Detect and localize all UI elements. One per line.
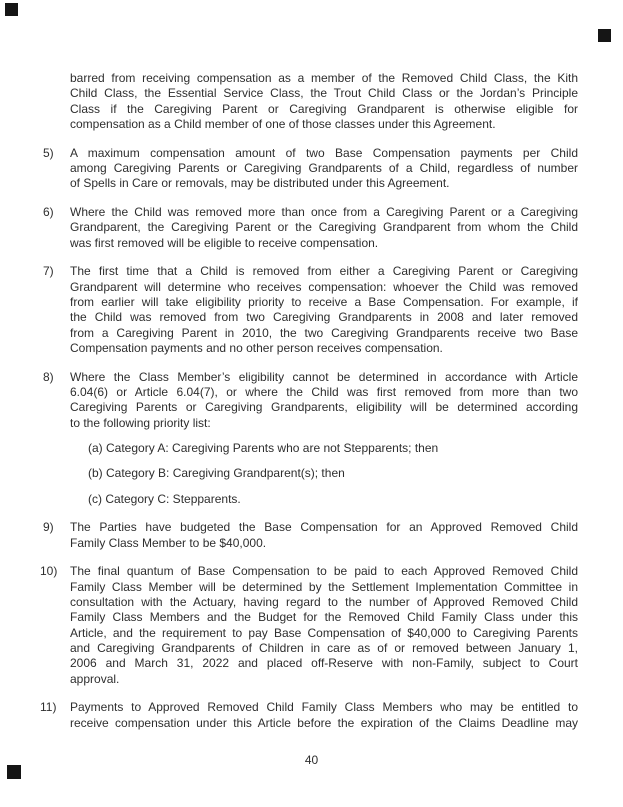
- text-line: the Child was removed from two Caregiving Grandparents in 2008 and later removed: [70, 310, 578, 325]
- paragraph-number: 11): [40, 700, 57, 715]
- paragraph-number: 6): [43, 205, 54, 220]
- text-line: The Parties have budgeted the Base Compensation for an Approved Removed Child: [70, 520, 578, 535]
- numbered-paragraph: [43, 369, 578, 507]
- continuation-paragraph: [70, 71, 578, 132]
- numbered-paragraph: [40, 700, 578, 731]
- text-line: approval.: [70, 671, 120, 686]
- numbered-paragraph: [43, 145, 578, 192]
- text-line: A maximum compensation amount of two Base Compensation payments per Child: [70, 145, 578, 160]
- text-line: from earlier will take eligibility priority to receive a Base Compensation. For example, if: [70, 295, 578, 310]
- text-line: 6.04(6) or Article 6.04(7), or where the Child was first removed from more than two: [70, 385, 578, 400]
- text-line: Grandparent will determine who receives compensation: whoever the Child was removed: [70, 279, 578, 294]
- text-line: and Caregiving Grandparents of Children in care as of or removed between January 1,: [70, 640, 578, 655]
- text-line: was first removed will be eligible to receive compensation.: [70, 235, 379, 250]
- scan-mark-top-right: [598, 29, 611, 42]
- paragraph-number: 7): [43, 264, 54, 279]
- text-line: barred from receiving compensation as a member of the Removed Child Class, the Kith: [70, 71, 578, 85]
- text-line: Caregiving Parents or Caregiving Grandparents, eligibility will be determined according: [70, 400, 578, 415]
- text-line: Article, and the requirement to pay Base Compensation of $40,000 to Caregiving Parents: [70, 625, 578, 640]
- numbered-paragraph: [43, 264, 578, 356]
- text-line: Family Class Member to be $40,000.: [70, 535, 267, 550]
- numbered-paragraph: [40, 564, 578, 686]
- text-line: Class if the Caregiving Parent or Caregiving Grandparent is otherwise eligible for: [70, 101, 578, 116]
- text-line: Family Class Member will be determined by the Settlement Implementation Committee in: [70, 579, 578, 594]
- text-line: Grandparent, the Caregiving Parent or the Caregiving Grandparent from whom the Child: [70, 220, 578, 235]
- priority-list-item: (a) Category A: Caregiving Parents who are not Stepparents; then: [88, 440, 439, 455]
- page-number: 40: [304, 753, 319, 767]
- text-line: consultation with the Actuary, having regard to the number of Approved Removed Child: [70, 595, 578, 610]
- document-content: [40, 71, 578, 744]
- text-line: The first time that a Child is removed from either a Caregiving Parent or Caregiving: [70, 264, 578, 279]
- priority-list-item: (c) Category C: Stepparents.: [88, 491, 241, 506]
- numbered-paragraph: [43, 205, 578, 251]
- text-line: Child Class, the Essential Service Class, the Trout Child Class or the Jordan’s Principle: [70, 86, 578, 101]
- paragraph-number: 9): [43, 520, 54, 535]
- text-line: The final quantum of Base Compensation to be paid to each Approved Removed Child: [70, 564, 578, 579]
- paragraph-number: 5): [43, 145, 54, 160]
- paragraph-number: 10): [40, 564, 58, 579]
- text-line: Where the Class Member’s eligibility cannot be determined in accordance with Article: [70, 369, 578, 384]
- text-line: to the following priority list:: [70, 415, 211, 430]
- text-line: Where the Child was removed more than once from a Caregiving Parent or a Caregiving: [70, 205, 578, 220]
- text-line: 2006 and March 31, 2022 and placed off-Reserve with non-Family, subject to Court: [70, 656, 578, 671]
- text-line: Payments to Approved Removed Child Family Class Members who may be entitled to: [70, 700, 578, 715]
- priority-list-item: (b) Category B: Caregiving Grandparent(s); then: [88, 466, 345, 481]
- text-line: compensation as a Child member of one of those classes under this Agreement.: [70, 116, 496, 131]
- page-footer: [0, 753, 623, 767]
- text-line: from a Caregiving Parent in 2010, the two Caregiving Grandparents receive two Base: [70, 325, 578, 340]
- scan-mark-bottom-left: [7, 765, 21, 779]
- scan-mark-top-left: [5, 3, 18, 16]
- text-line: receive compensation under this Article before the expiration of the Claims Deadline may: [70, 715, 578, 730]
- text-line: Family Class Members and the Budget for the Removed Child Family Class under this: [70, 610, 578, 625]
- text-line: of Spells in Care or removals, may be distributed under this Agreement.: [70, 176, 450, 191]
- numbered-paragraph: [43, 520, 578, 551]
- text-line: among Caregiving Parents or Caregiving Grandparents of a Child, regardless of number: [70, 160, 578, 175]
- paragraph-number: 8): [43, 369, 54, 384]
- text-line: Compensation payments and no other person receives compensation.: [70, 340, 443, 355]
